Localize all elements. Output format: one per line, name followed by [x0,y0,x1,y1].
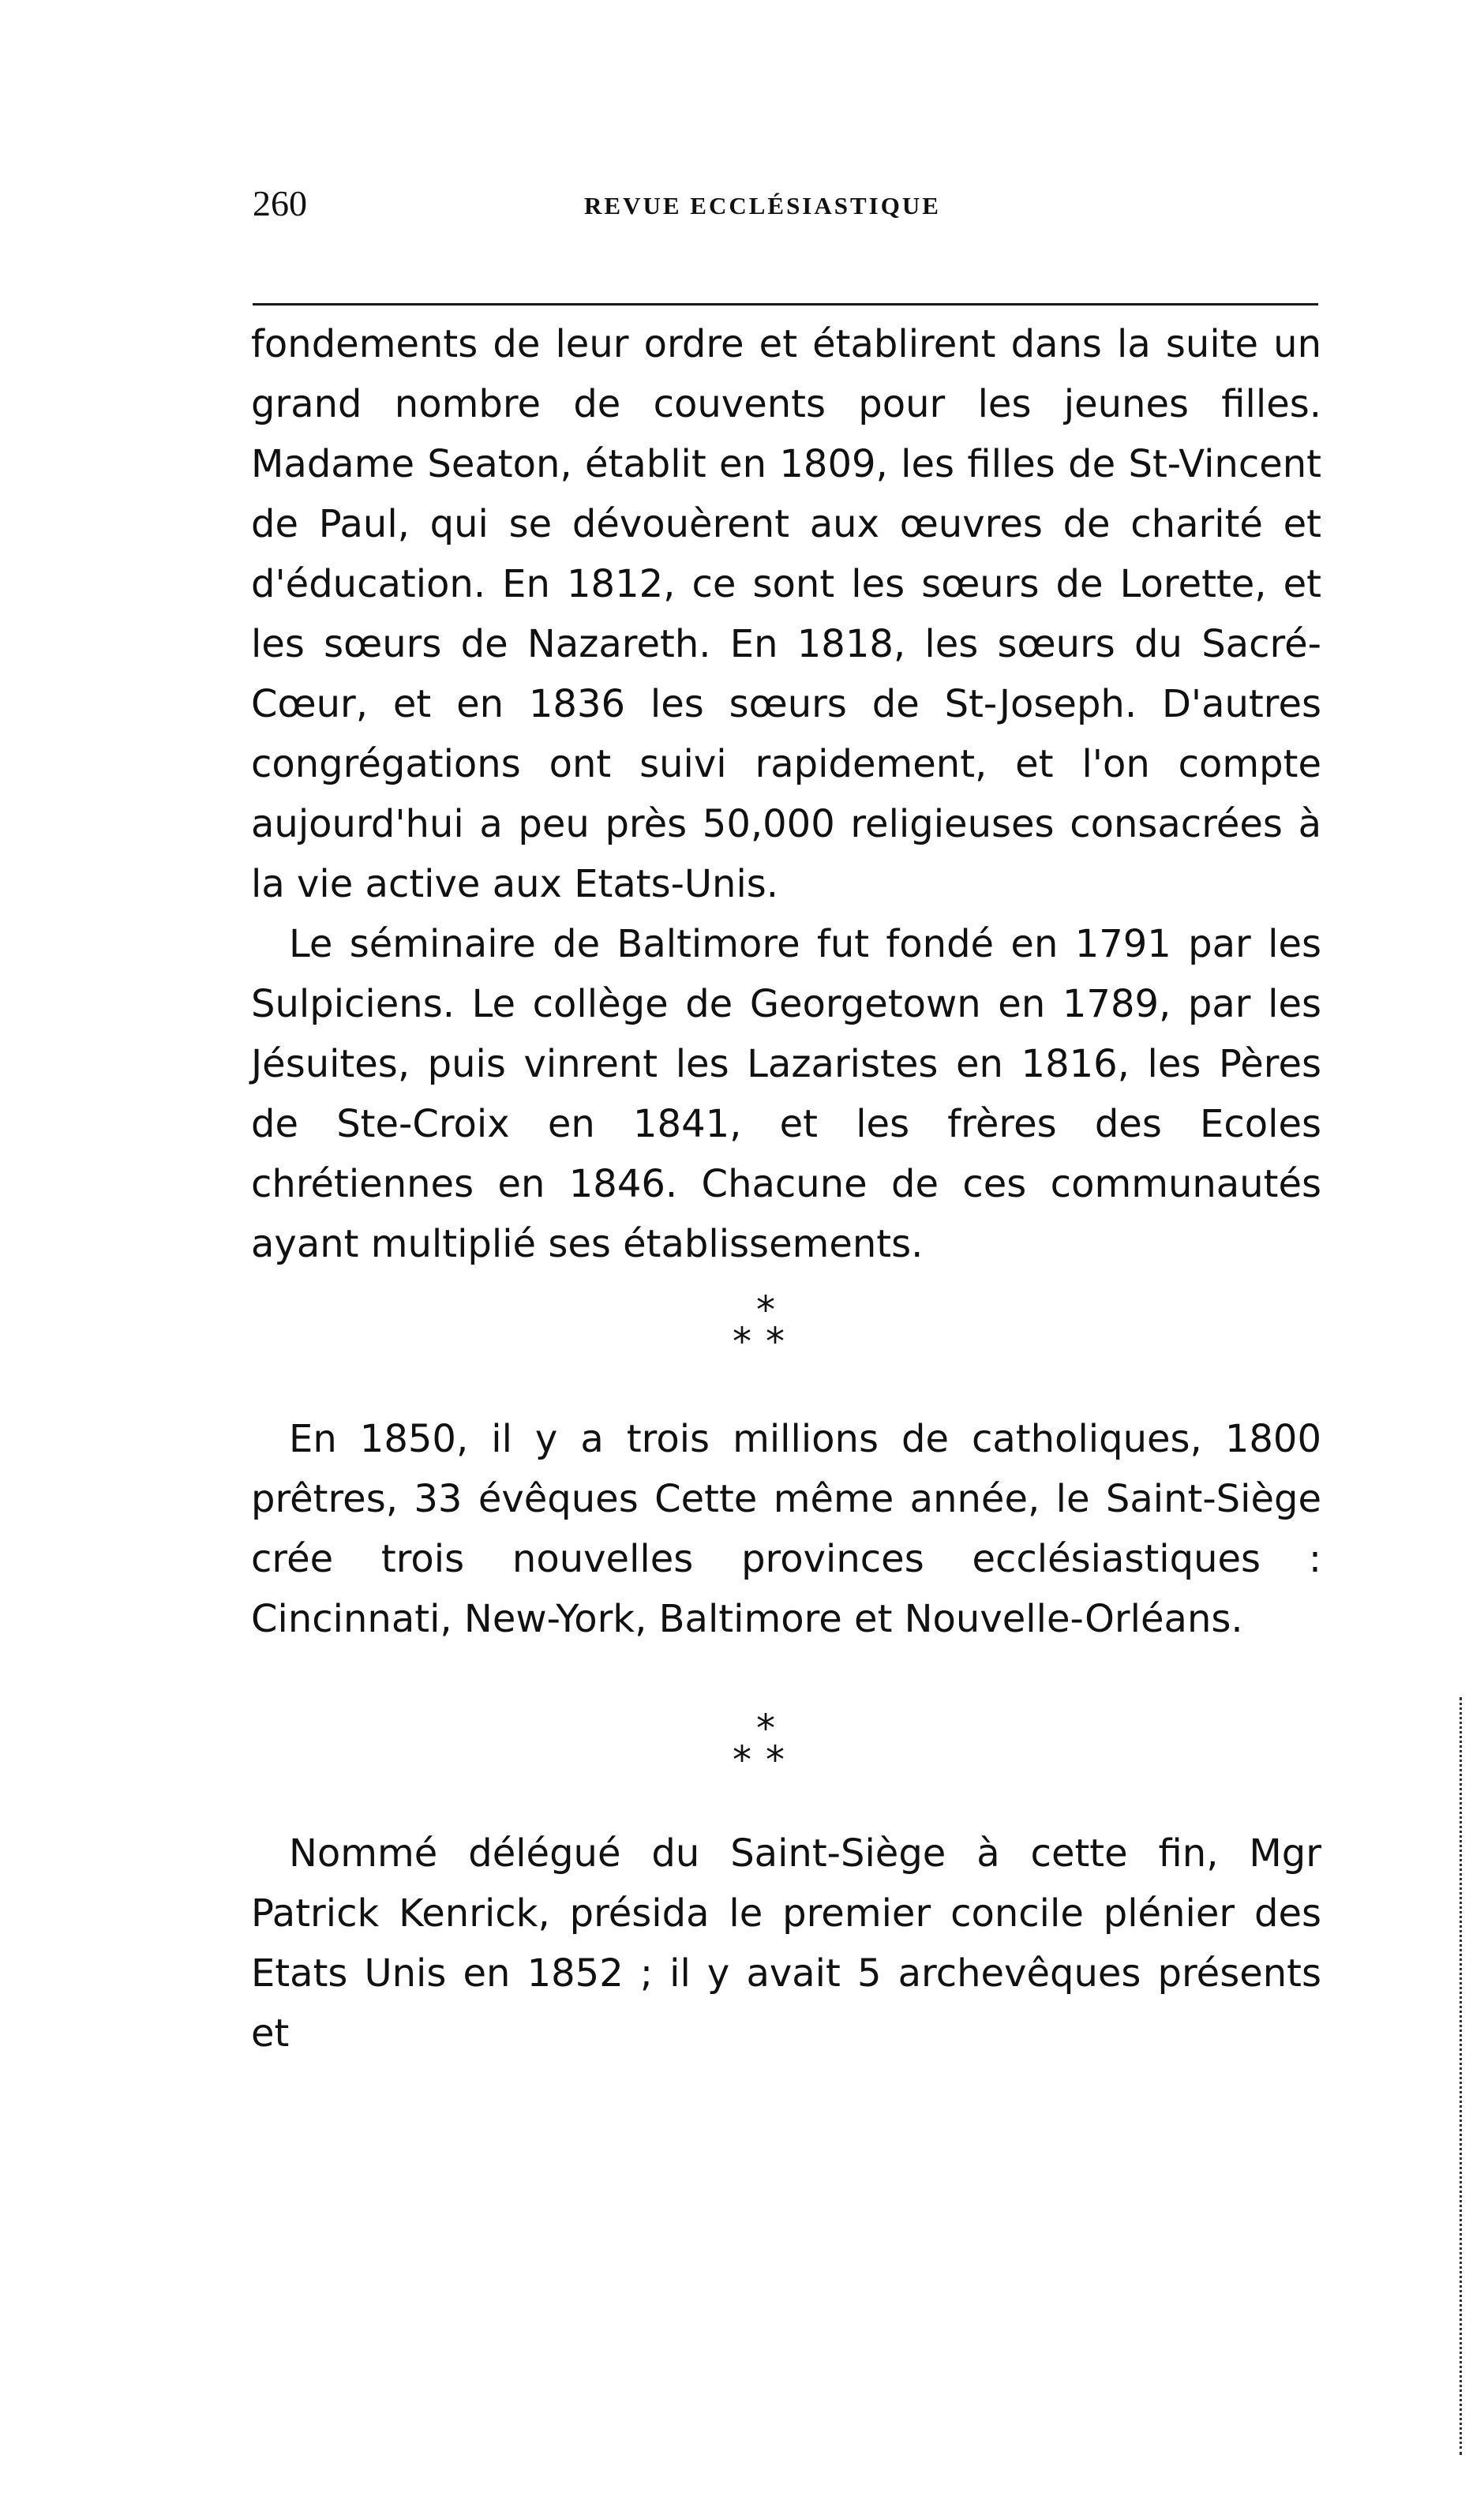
header-rule [253,303,1318,305]
asterism-bottom-stars: ** [733,1738,799,1782]
asterism-separator [695,1707,837,1800]
paragraph-3: En 1850, il y a trois millions de catholiques, 1800 prêtres, 33 évêques Cette même année, le Saint-Siège crée trois nouvelles provinces ecclésiastiques : Cincinnati, New-York, Baltimore et Nouvelle-Orléans. [251,1417,1321,1641]
running-title: REVUE ECCLÉSIASTIQUE [584,192,941,219]
section-3 [251,1823,1321,2063]
asterism-top-star: * [756,1707,775,1751]
scan-edge-marks [1456,1697,1462,2455]
body-text [251,314,1321,1274]
paragraph-2: Le séminaire de Baltimore fut fondé en 1791 par les Sulpiciens. Le collège de Georgetown en 1789, par les Jésuites, puis vinrent les Lazaristes en 1816, les Pères de Ste-Croix en 1841, et les frères des Ecoles chrétiennes en 1846. Chacune de ces communautés ayant multiplié ses établissements. [251,922,1321,1266]
paragraph-4: Nommé délégué du Saint-Siège à cette fin, Mgr Patrick Kenrick, présida le premier concile plénier des Etats Unis en 1852 ; il y avait 5 archevêques présents et [251,1831,1321,2056]
page-header [253,180,1318,227]
asterism-bottom-stars: ** [733,1320,799,1364]
asterism-separator [695,1288,837,1381]
section-2 [251,1409,1321,1649]
asterism-top-star: * [756,1288,775,1332]
page-number: 260 [253,183,307,223]
paragraph-1: fondements de leur ordre et établirent dans la suite un grand nombre de couvents pour les jeunes filles. Madame Seaton, établit en 1809, les filles de St-Vincent de Paul, qui se dévouèrent aux œuvres de charité et d'éducation. En 1812, ce sont les sœurs de Lorette, et les sœurs de Nazareth. En 1818, les sœurs du Sacré-Cœur, et en 1836 les sœurs de St-Joseph. D'autres congrégations ont suivi rapidement, et l'on compte aujourd'hui a peu près 50,000 religieuses consacrées à la vie active aux Etats-Unis. [251,322,1321,906]
